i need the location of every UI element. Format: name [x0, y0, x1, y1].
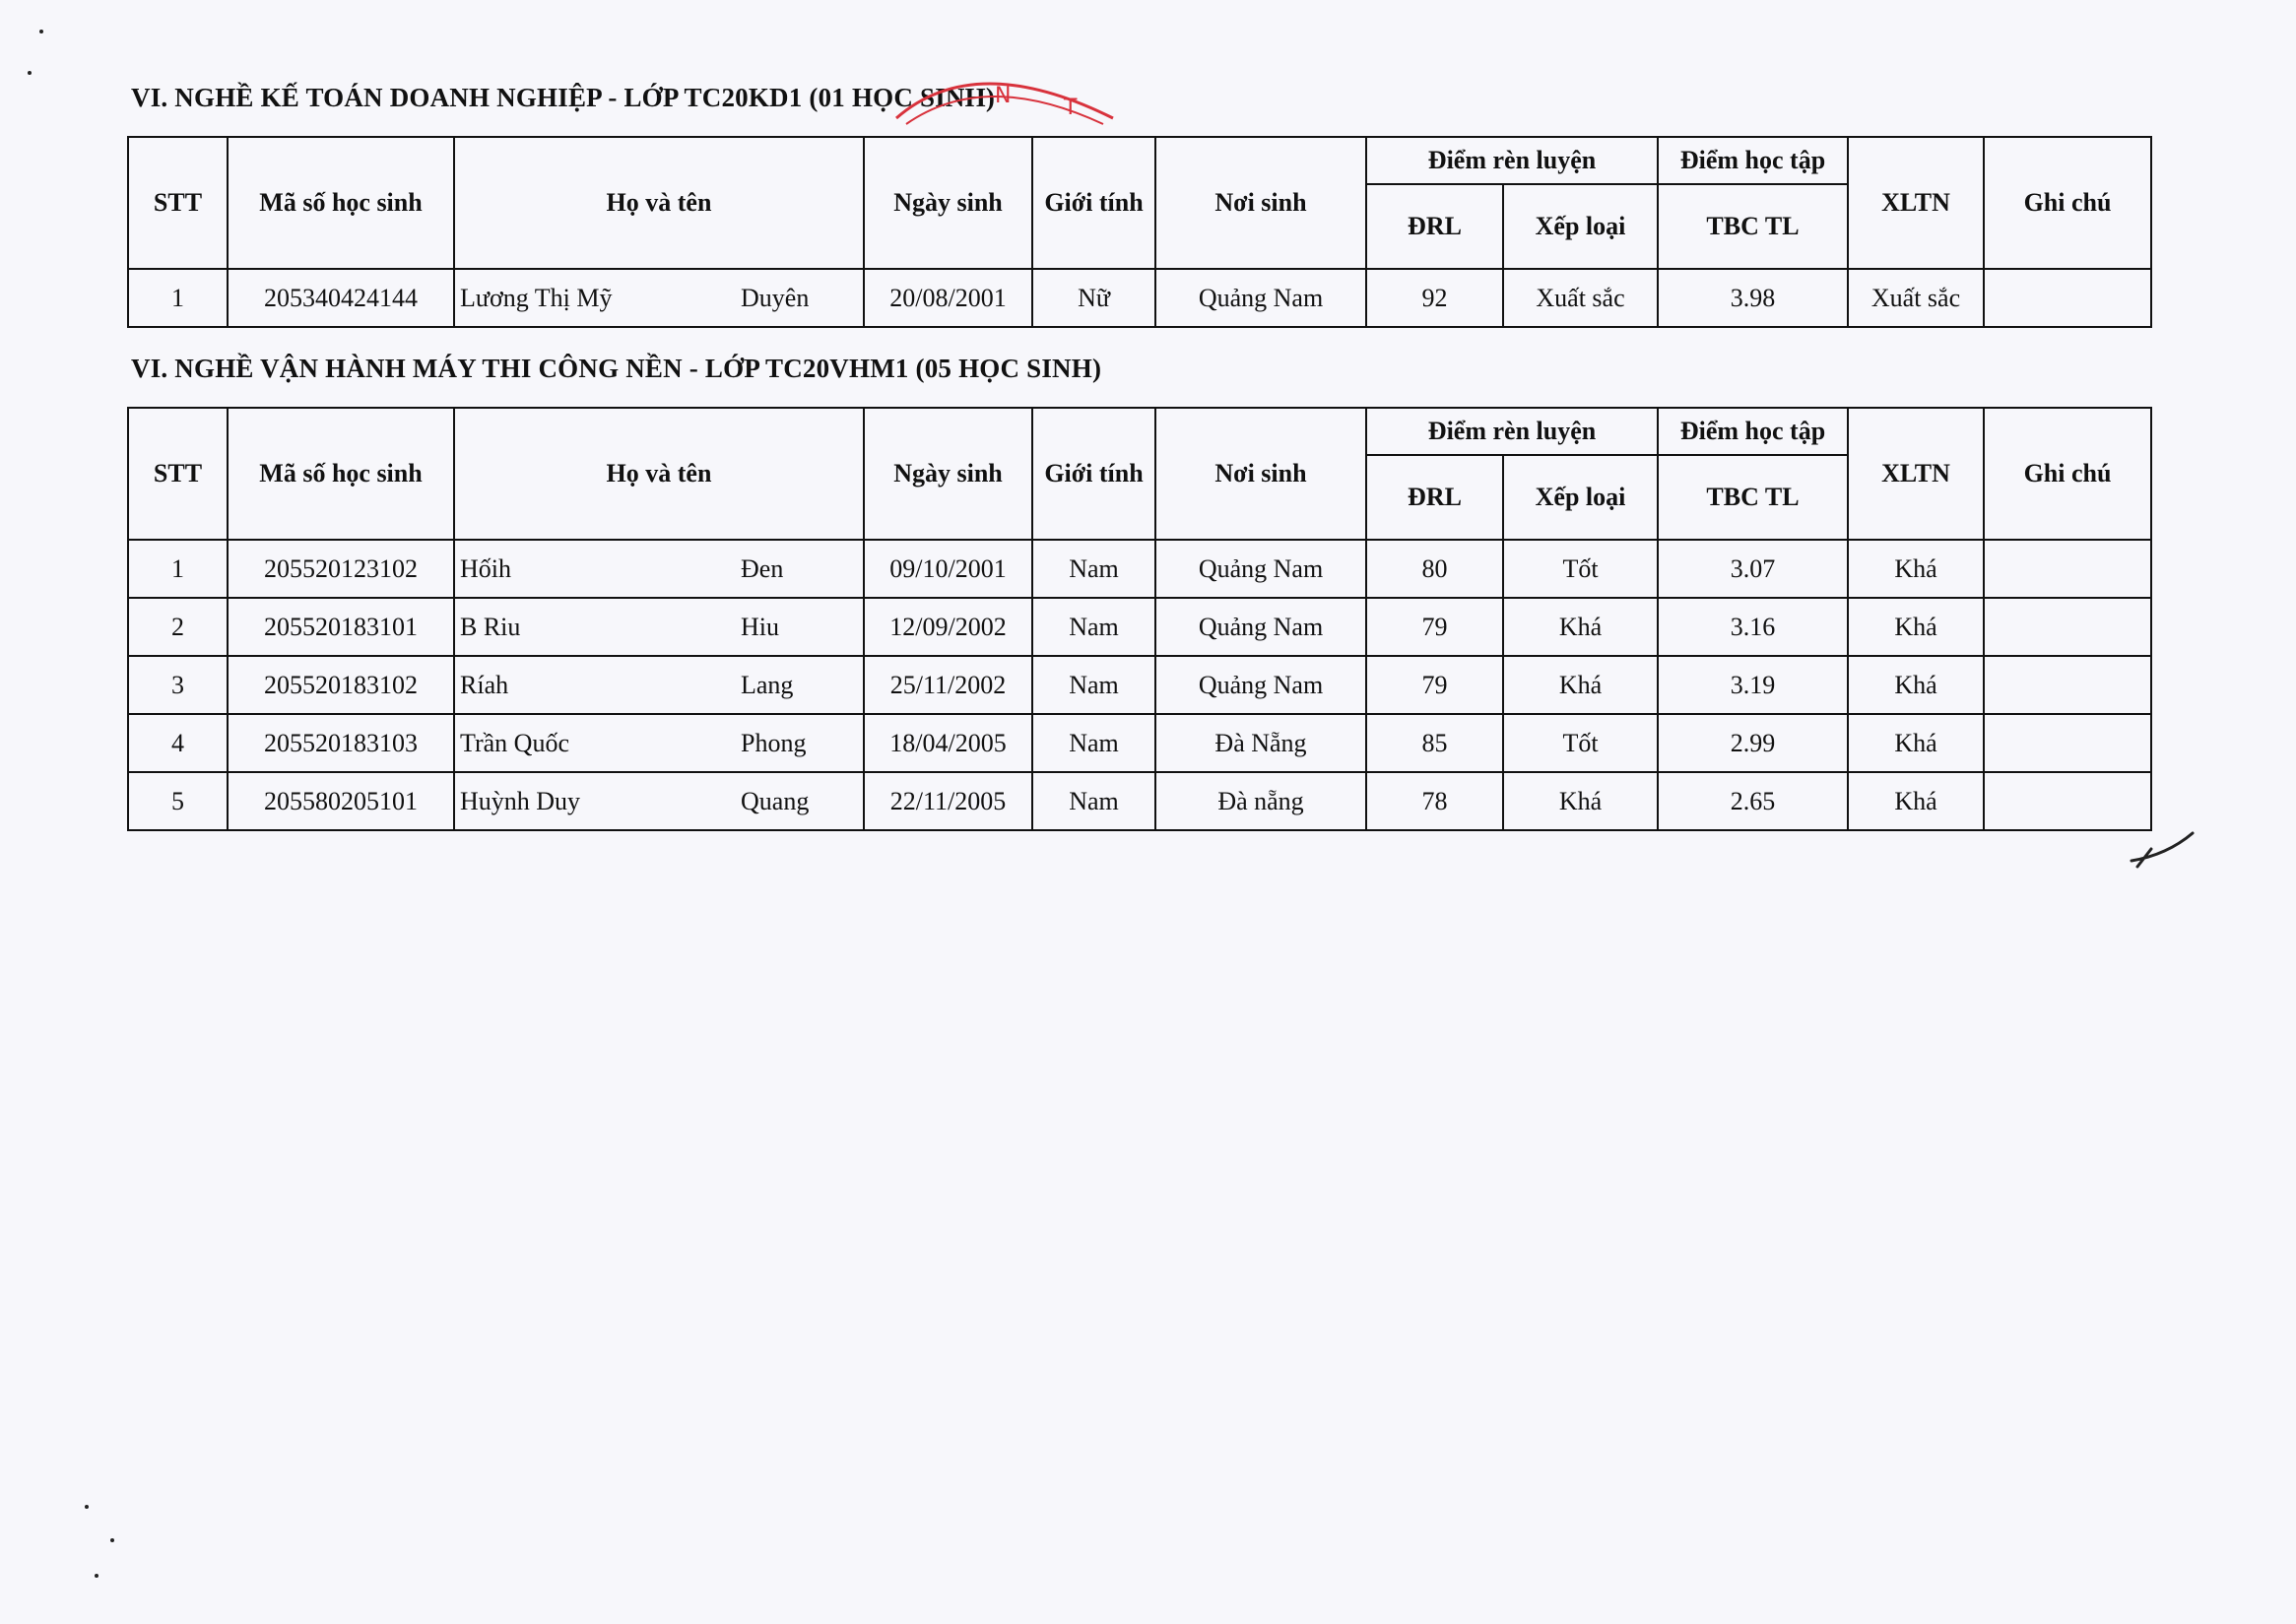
header-diem-hoc-tap: Điểm học tập: [1658, 137, 1848, 184]
cell-tbc-tl: 3.07: [1658, 540, 1848, 598]
cell-tbc-tl: 3.19: [1658, 656, 1848, 714]
cell-xltn: Khá: [1848, 540, 1984, 598]
cell-ghi-chu: [1984, 656, 2151, 714]
table-row: [128, 269, 2151, 327]
cell-noi-sinh: Đà Nẵng: [1155, 714, 1366, 772]
scan-speck: [85, 1505, 89, 1509]
header-ngay-sinh: Ngày sinh: [864, 137, 1032, 269]
cell-ngay-sinh: 18/04/2005: [864, 714, 1032, 772]
header-ngay-sinh: Ngày sinh: [864, 408, 1032, 540]
header-xltn: XLTN: [1848, 137, 1984, 269]
header-stt: STT: [128, 408, 228, 540]
cell-noi-sinh: Quảng Nam: [1155, 540, 1366, 598]
header-ma-so: Mã số học sinh: [228, 408, 454, 540]
cell-ngay-sinh: 12/09/2002: [864, 598, 1032, 656]
cell-ma-so: 205580205101: [228, 772, 454, 830]
cell-ma-so: 205520123102: [228, 540, 454, 598]
section-title-2: VI. NGHỀ VẬN HÀNH MÁY THI CÔNG NỀN - LỚP TC20VHM1 (05 HỌC SINH): [131, 354, 1102, 383]
cell-gioi-tinh: Nam: [1032, 598, 1155, 656]
header-gioi-tinh: Giới tính: [1032, 408, 1155, 540]
cell-ngay-sinh: 25/11/2002: [864, 656, 1032, 714]
header-xep-loai: Xếp loại: [1503, 455, 1658, 540]
cell-gioi-tinh: Nam: [1032, 714, 1155, 772]
header-xep-loai: Xếp loại: [1503, 184, 1658, 269]
cell-ten: Hiu: [741, 612, 779, 641]
header-diem-hoc-tap: Điểm học tập: [1658, 408, 1848, 455]
section-title-1: VI. NGHỀ KẾ TOÁN DOANH NGHIỆP - LỚP TC20KD1 (01 HỌC SINH): [131, 83, 996, 112]
cell-ma-so: 205340424144: [228, 269, 454, 327]
cell-ma-so: 205520183102: [228, 656, 454, 714]
cell-ho-ten: [454, 598, 864, 656]
header-diem-ren-luyen: Điểm rèn luyện: [1366, 408, 1658, 455]
cell-drl: 85: [1366, 714, 1503, 772]
header-tbc-tl: TBC TL: [1658, 455, 1848, 540]
cell-ho: B Riu: [460, 612, 521, 641]
scan-speck: [110, 1538, 114, 1542]
cell-xltn: Khá: [1848, 656, 1984, 714]
cell-xep-loai: Khá: [1503, 656, 1658, 714]
cell-ngay-sinh: 09/10/2001: [864, 540, 1032, 598]
cell-xep-loai: Xuất sắc: [1503, 269, 1658, 327]
scan-speck: [95, 1574, 98, 1578]
table-row: [128, 598, 2151, 656]
cell-xep-loai: Tốt: [1503, 714, 1658, 772]
cell-gioi-tinh: Nữ: [1032, 269, 1155, 327]
header-diem-ren-luyen: Điểm rèn luyện: [1366, 137, 1658, 184]
header-tbc-tl: TBC TL: [1658, 184, 1848, 269]
cell-xltn: Xuất sắc: [1848, 269, 1984, 327]
scan-speck: [39, 30, 43, 33]
table-row: [128, 540, 2151, 598]
header-stt: STT: [128, 137, 228, 269]
cell-ma-so: 205520183101: [228, 598, 454, 656]
cell-stt: 5: [128, 772, 228, 830]
cell-ghi-chu: [1984, 269, 2151, 327]
cell-stt: 4: [128, 714, 228, 772]
cell-xltn: Khá: [1848, 598, 1984, 656]
cell-tbc-tl: 2.65: [1658, 772, 1848, 830]
cell-tbc-tl: 3.98: [1658, 269, 1848, 327]
table-row: [128, 656, 2151, 714]
cell-gioi-tinh: Nam: [1032, 772, 1155, 830]
cell-drl: 80: [1366, 540, 1503, 598]
table-row: [128, 772, 2151, 830]
cell-ho-ten: [454, 714, 864, 772]
header-xltn: XLTN: [1848, 408, 1984, 540]
header-drl: ĐRL: [1366, 455, 1503, 540]
cell-stt: 1: [128, 269, 228, 327]
table-class-tc20vhm1: [127, 407, 2152, 831]
cell-ghi-chu: [1984, 540, 2151, 598]
cell-ho: Trần Quốc: [460, 728, 569, 757]
cell-ghi-chu: [1984, 772, 2151, 830]
cell-ten: Duyên: [741, 283, 810, 312]
header-drl: ĐRL: [1366, 184, 1503, 269]
check-mark-icon: [2128, 827, 2197, 877]
cell-xltn: Khá: [1848, 772, 1984, 830]
cell-ten: Lang: [741, 670, 794, 699]
cell-noi-sinh: Đà nẵng: [1155, 772, 1366, 830]
cell-drl: 92: [1366, 269, 1503, 327]
scan-speck: [28, 71, 32, 75]
cell-stt: 1: [128, 540, 228, 598]
svg-text:N: N: [995, 84, 1012, 108]
cell-noi-sinh: Quảng Nam: [1155, 269, 1366, 327]
cell-ho: Huỳnh Duy: [460, 786, 581, 815]
table-row: [128, 714, 2151, 772]
cell-noi-sinh: Quảng Nam: [1155, 656, 1366, 714]
cell-tbc-tl: 3.16: [1658, 598, 1848, 656]
cell-stt: 2: [128, 598, 228, 656]
cell-noi-sinh: Quảng Nam: [1155, 598, 1366, 656]
cell-xep-loai: Khá: [1503, 598, 1658, 656]
header-ma-so: Mã số học sinh: [228, 137, 454, 269]
cell-ho: Hốih: [460, 553, 511, 583]
cell-ngay-sinh: 22/11/2005: [864, 772, 1032, 830]
cell-ghi-chu: [1984, 598, 2151, 656]
header-noi-sinh: Nơi sinh: [1155, 408, 1366, 540]
cell-ten: Phong: [741, 728, 807, 757]
cell-ho-ten: [454, 269, 864, 327]
cell-drl: 79: [1366, 656, 1503, 714]
cell-tbc-tl: 2.99: [1658, 714, 1848, 772]
cell-gioi-tinh: Nam: [1032, 540, 1155, 598]
header-ghi-chu: Ghi chú: [1984, 408, 2151, 540]
table-class-tc20kd1: [127, 136, 2152, 328]
cell-ho-ten: [454, 540, 864, 598]
cell-ho-ten: [454, 772, 864, 830]
cell-ho-ten: [454, 656, 864, 714]
cell-drl: 79: [1366, 598, 1503, 656]
header-ho-ten: Họ và tên: [454, 408, 864, 540]
cell-ten: Đen: [741, 553, 784, 583]
cell-drl: 78: [1366, 772, 1503, 830]
header-ho-ten: Họ và tên: [454, 137, 864, 269]
svg-text:T: T: [1064, 96, 1078, 120]
cell-ho: Lương Thị Mỹ: [460, 283, 613, 312]
cell-ten: Quang: [741, 786, 810, 815]
cell-xep-loai: Khá: [1503, 772, 1658, 830]
cell-ghi-chu: [1984, 714, 2151, 772]
cell-xltn: Khá: [1848, 714, 1984, 772]
cell-ho: Ríah: [460, 670, 509, 699]
cell-xep-loai: Tốt: [1503, 540, 1658, 598]
cell-ma-so: 205520183103: [228, 714, 454, 772]
header-noi-sinh: Nơi sinh: [1155, 137, 1366, 269]
cell-ngay-sinh: 20/08/2001: [864, 269, 1032, 327]
cell-stt: 3: [128, 656, 228, 714]
header-gioi-tinh: Giới tính: [1032, 137, 1155, 269]
header-ghi-chu: Ghi chú: [1984, 137, 2151, 269]
cell-gioi-tinh: Nam: [1032, 656, 1155, 714]
